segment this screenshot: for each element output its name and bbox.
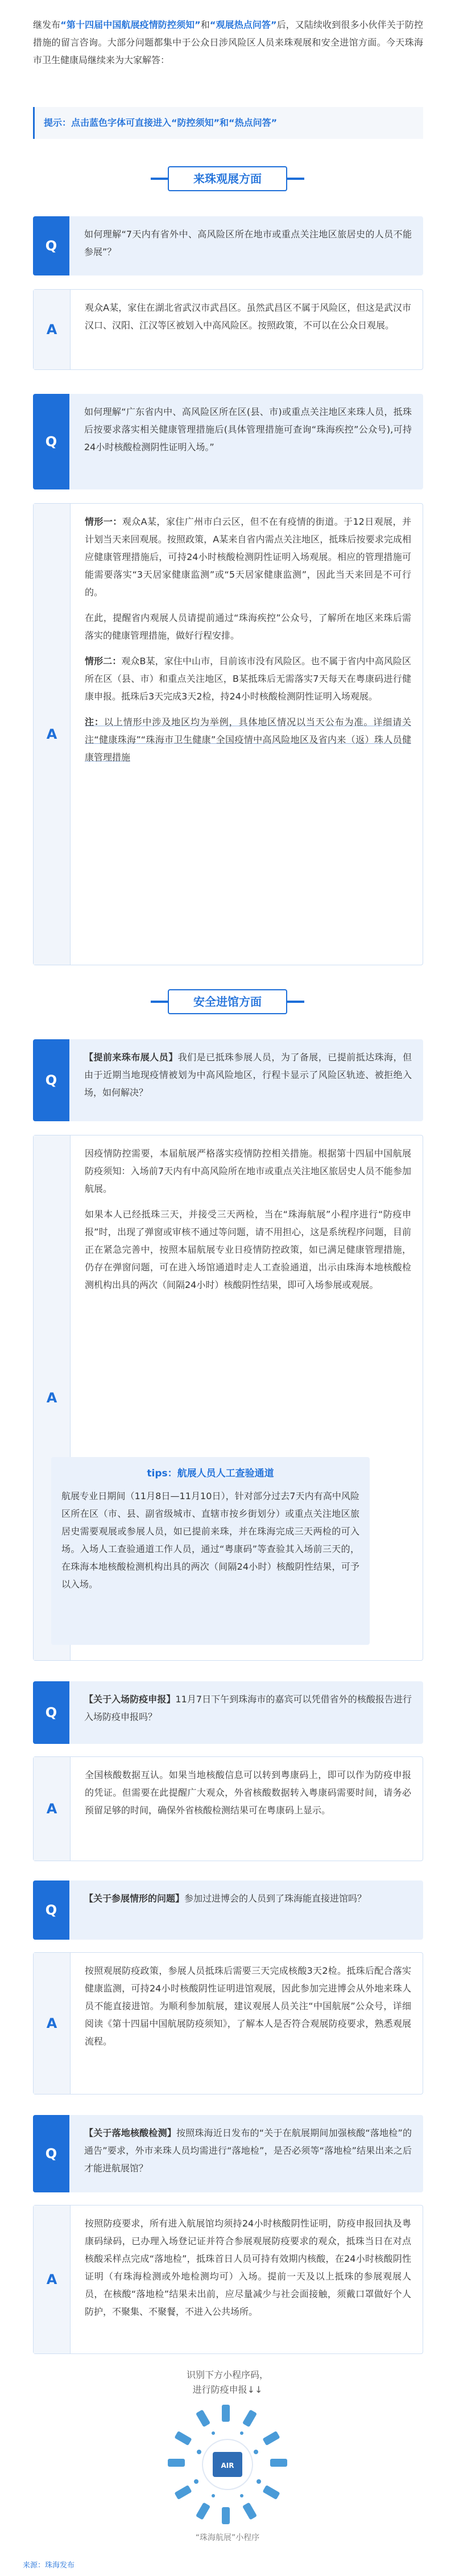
question-text: 如何理解“7天内有省外中、高风险区所在地市或重点关注地区旅居史的人员不能参展”？ xyxy=(84,229,412,257)
section-title-label: 安全进馆方面 xyxy=(168,989,287,1014)
question-text: 11月7日下午到珠海市的嘉宾可以凭借省外的核酸报告进行入场防疫申报吗？ xyxy=(84,1694,412,1722)
divider xyxy=(151,1001,168,1003)
case-label: 情形一： xyxy=(85,516,122,527)
intro-text: 和 xyxy=(200,19,210,30)
answer-badge: A xyxy=(34,1135,71,1660)
answer-badge: A xyxy=(34,1953,71,2094)
question-text: 按照珠海近日发布的“关于在航展期间加强核酸“落地检”的通告”要求，外市来珠人员均需进行“落地检”，是否必须等“落地检”结果出来之后才能进航展馆？ xyxy=(84,2128,412,2174)
divider xyxy=(151,178,168,180)
question-card xyxy=(33,394,423,489)
answer-card xyxy=(33,503,423,965)
answer-badge: A xyxy=(34,504,71,965)
question-card xyxy=(33,216,423,275)
note-label: 注： xyxy=(85,717,104,727)
question-badge: Q xyxy=(33,394,69,489)
question-tag: 【提前来珠布展人员】 xyxy=(84,1052,178,1063)
question-card xyxy=(33,1681,423,1744)
section-title-entry xyxy=(151,981,304,1022)
svg-text:AIR: AIR xyxy=(221,2462,234,2470)
answer-text: 全国核酸数据互认。如果当地核酸信息可以转到粤康码上，即可以作为防疫申报的凭证。但需要在此提醒广大观众，外省核酸数据转入粤康码需要时间，请务必预留足够的时间，确保外省核酸检测结果可在粤康码上显示。 xyxy=(85,1770,411,1816)
answer-text: 按照防疫要求，所有进入航展馆均须持24小时核酸阴性证明，防疫申报回执及粤康码绿码，已办理入场登记证并符合参展观展防疫要求的观众，抵珠当日在对点核酸采样点完成“落地检”，抵珠首日人员可持有效期内核酸，在24小时核酸阴性证明（有珠海检测或外地检测均可）入场。提前一天及以上抵珠的参展观展人员，在核酸“落地检”结果未出前，应尽量减少与社会面接触，须戴口罩做好个人防护，不聚集、不聚餐，不进入公共场所。 xyxy=(85,2218,411,2317)
tip-label: 提示： xyxy=(44,117,72,128)
tips-text: 航展专业日期间（11月8日—11月10日），针对部分过去7天内有高中风险区所在区（市、县、副省级城市、直辖市按乡街划分）或重点关注地区旅居史需要观展或参展人员，如已提前来珠，并在珠海完成三天两检的可入场。入场人工查验通道工作人员，通过“粤康码”等查验其入场前三天的，在珠海本地核酸检测机构出具的两次（间隔24小时）核酸阴性结果，可予以入场。 xyxy=(61,1491,359,1590)
answer-text: 因疫情防控需要，本届航展严格落实疫情防控相关措施。根据第十四届中国航展防疫须知：入场前7天内有中高风险所在地市或重点关注地区旅居史人员不能参加航展。 xyxy=(85,1148,411,1194)
answer-text: 按照观展防疫政策，参展人员抵珠后需要三天完成核酸3天2检。抵珠后配合落实健康监测，可持24小时核酸阴性证明进馆观展，因此参加完进博会从外地来珠人员不能直接进馆。为顺利参加航展，建议观展人员关注“中国航展”公众号，详细阅读《第十四届中国航展防疫须知》，了解本人是否符合观展防疫要求，熟悉观展流程。 xyxy=(85,1965,411,2047)
case-text: 观众B某，家住中山市，目前该市没有风险区。也不属于省内中高风险区所在区（县、市）和重点关注地区，B某抵珠后无需落实7天每天在粤康码进行健康申报。抵珠后3天完成3天2检，持24小时核酸检测阴性证明入场观展。 xyxy=(85,656,411,702)
answer-badge: A xyxy=(34,2205,71,2353)
qr-caption xyxy=(0,2368,455,2397)
source-label: 来源：珠海发布 xyxy=(23,2561,75,2570)
link-hot-qa[interactable]: “观展热点问答” xyxy=(209,19,277,30)
tips-box xyxy=(51,1457,370,1645)
intro-text: 后，又陆续收到很多小伙伴关于防控措施的留言咨询。大部分问题都集中于公众日涉风险区人员来珠观展和安全进馆方面。今天珠海市卫生健康局继续来为大家解答： xyxy=(33,19,423,65)
section-title-label: 来珠观展方面 xyxy=(168,166,287,191)
answer-card xyxy=(33,2205,423,2354)
question-tag: 【关于落地核酸检测】 xyxy=(84,2128,176,2138)
qr-label: “珠海航展”小程序 xyxy=(195,2533,260,2542)
intro-text: 继发布 xyxy=(33,19,61,30)
divider xyxy=(287,1001,304,1003)
answer-card xyxy=(33,1756,423,1861)
answer-badge: A xyxy=(34,1757,71,1861)
case-reminder: 在此，提醒省内观展人员请提前通过“珠海疾控”公众号，了解所在地区来珠后需落实的健康管理措施，做好行程安排。 xyxy=(85,612,411,641)
answer-text: 如果本人已经抵珠三天，并接受三天两检，当在“珠海航展”小程序进行“防疫申报”时，出现了弹窗或审核不通过等问题，请不用担心，这是系统程序问题，目前正在紧急完善中，按照本届航展专业日疫情防控政策，如已满足健康管理措施，仍存在弹窗问题，可在进入场馆通道时走人工查验通道，出示由珠海本地核酸检测机构出具的两次（间隔24小时）核酸阴性结果，即可入场参展或观展。 xyxy=(85,1209,411,1290)
intro-paragraph xyxy=(33,16,423,69)
question-badge: Q xyxy=(33,1681,69,1744)
divider xyxy=(287,178,304,180)
note-text: 以上情形中涉及地区均为举例，具体地区情况以当天公布为准。详细请关注“健康珠海”“珠海市卫生健康”全国疫情中高风险地区及省内来（返）珠人员健康管理措施 xyxy=(85,717,411,763)
question-text: 我们是已抵珠参展人员，为了备展，已提前抵达珠海，但由于近期当地现疫情被划为中高风险地区，行程卡显示了风险区轨迹、被拒绝入场，如何解决？ xyxy=(84,1052,412,1098)
answer-card xyxy=(33,289,423,370)
question-text: 如何理解“广东省内中、高风险区所在区(县、市)或重点关注地区来珠人员，抵珠后按要求落实相关健康管理措施后(具体管理措施可查询“珠海疾控”公众号),可持24小时核酸检测阴性证明入场。” xyxy=(84,406,412,452)
question-badge: Q xyxy=(33,216,69,275)
answer-card xyxy=(33,1952,423,2094)
case-text: 观众A某，家住广州市白云区，但不在有疫情的街道。于12日观展，并计划当天来回观展。按照政策，A某来自省内需点关注地区，抵珠后按要求完成相应健康管理措施后，可持24小时核酸检测阴性证明入场观展。相应的管理措施可能需要落实“3天居家健康监测”或“5天居家健康监测”，因此当天来回是不可行的。 xyxy=(85,516,411,598)
section-title-visit xyxy=(151,158,304,199)
case-label: 情形二： xyxy=(85,656,122,666)
qr-caption-line: 进行防疫申报↓↓ xyxy=(192,2384,263,2395)
question-badge: Q xyxy=(33,1039,69,1121)
question-text: 参加过进博会的人员到了珠海能直接进馆吗？ xyxy=(184,1893,367,1904)
answer-badge: A xyxy=(34,290,71,369)
question-tag: 【关于入场防疫申报】 xyxy=(84,1694,176,1705)
tips-title: tips：航展人员人工查验通道 xyxy=(147,1468,274,1479)
qr-caption-line: 识别下方小程序码， xyxy=(186,2369,268,2380)
answer-text: 观众A某，家住在湖北省武汉市武昌区。虽然武昌区不属于风险区，但这是武汉市汉口、汉阳、江汉等区被划入中高风险区。按照政策，不可以在公众日观展。 xyxy=(85,302,411,331)
question-card xyxy=(33,2115,423,2192)
question-badge: Q xyxy=(33,1880,69,1940)
tip-text: 点击蓝色字体可直接进入“防控须知”和“热点问答” xyxy=(71,117,278,128)
tip-box xyxy=(33,107,423,139)
question-badge: Q xyxy=(33,2115,69,2192)
question-card xyxy=(33,1039,423,1121)
link-prevention-notice[interactable]: “第十四届中国航展疫情防控须知” xyxy=(60,19,201,30)
question-card xyxy=(33,1880,423,1940)
question-tag: 【关于参展情形的问题】 xyxy=(84,1893,185,1904)
mini-program-qr-code[interactable] xyxy=(165,2402,290,2527)
